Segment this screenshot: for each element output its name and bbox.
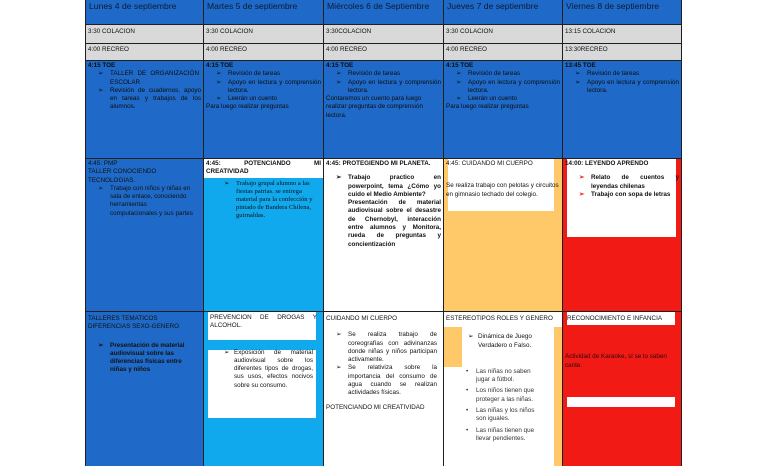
arrow-bullet-icon: ➢ [579,190,585,198]
arrow-bullet-icon: ➢ [98,86,104,94]
block-item: Trabajo con sopa de letras [591,190,671,198]
last-cell-monday [85,312,204,466]
last-cell-friday [563,312,682,466]
toe-item: Revisión de tareas [348,70,401,78]
recreo-cell: 4:00 RECREO [324,44,444,61]
arrow-bullet-icon: ➢ [336,331,342,339]
toe-cell-friday [563,61,682,159]
colacion-cell: 3:30 COLACION [444,25,563,44]
arrow-bullet-icon: ➢ [575,70,581,78]
colacion-cell: 3:30 COLACION [85,25,204,44]
toe-title: 4:15 TOE [88,62,116,69]
block-item: Presentación de material audiovisual sobre el desastre de Chernobyl, interacción entre alumnos y Monitora, rueda de preguntas y concientización [348,199,441,248]
arrow-bullet-icon: ➢ [98,70,104,78]
day-header-friday: Viernes 8 de septiembre [563,0,682,25]
block-item: Presentación de material audiovisual sobre las diferencias físicas entre niñas y niños [110,341,185,374]
block-title: 4:45: PMP [88,160,118,167]
arrow-bullet-icon: ➢ [456,95,462,103]
block445-cell-thursday [444,159,563,312]
toe-cell-wednesday [324,61,444,159]
dot-bullet-icon: • [466,387,469,395]
block-item: Dinámica de Juego Verdadero o Falso. [478,333,532,349]
arrow-bullet-icon: ➢ [336,70,342,78]
day-header-tuesday: Martes 5 de septiembre [204,0,324,25]
block445-cell-wednesday [324,159,444,312]
colacion-cell: 3:30COLACION [324,25,444,44]
block-title: PREVENCION DE DROGAS Y ALCOHOL. [210,314,317,330]
toe-after-text: Para luego realizar preguntas [446,103,529,111]
toe-cell-monday [85,61,204,159]
day-header-thursday: Jueves 7 de septiembre [444,0,563,25]
arrow-bullet-icon: ➢ [336,78,342,86]
toe-cell-tuesday [204,61,324,159]
toe-item: Revisión de tareas [468,70,521,78]
recreo-cell: 4:00 RECREO [85,44,204,61]
block-item: Se relativiza sobre la importancia del consumo de agua cuando se realizan actividades físicas. [348,364,437,397]
toe-title: 4:15 TOE [206,62,234,69]
toe-title: 13:45 TOE [565,62,596,69]
block-item: Trabajo grupal alumno a las fiestas patrias. se entrega material para la confección y pintado de Bandera Chilena, guirnaldas. [236,179,313,219]
block445-cell-tuesday [204,159,324,312]
dot-bullet-icon: • [466,367,469,375]
toe-cell-thursday [444,61,563,159]
colacion-cell: 13:15 COLACION [563,25,682,44]
block-title: 4:45: CUIDANDO MI CUERPO [446,160,533,167]
toe-title: 4:15 TOE [326,62,354,69]
arrow-bullet-icon: ➢ [224,348,230,356]
toe-after-text: Contaremos un cuento para luego realizar preguntas de comprensión lectora. [326,95,423,119]
dot-bullet-icon: • [466,407,469,415]
toe-item: Revisión de tareas [587,70,640,78]
last-cell-tuesday [204,312,324,466]
block-title: CUIDANDO MI CUERPO [326,315,398,322]
arrow-bullet-icon: ➢ [336,174,342,182]
day-header-monday: Lunes 4 de septiembre [85,0,204,25]
arrow-bullet-icon: ➢ [575,78,581,86]
block-item: Trabajo practico en powerpoint, tema ¿Cómo yo cuido el Medio Ambiente? [348,174,441,198]
toe-item: Apoyo en lectura y comprensión lectora. [468,78,560,94]
arrow-bullet-icon: ➢ [579,174,585,182]
list-item: Los niños tienen que proteger a las niñas. [476,387,535,403]
block-subtitle: TALLER CONOCIENDO TECNOLOGIAS. [88,168,157,184]
block-item: Exposición de material audiovisual sobre los diferentes tipos de drogas, sus usos, efectos nocivos sobre su consumo. [234,348,313,389]
block-title: 4:45: PROTEGIENDO MI PLANETA. [326,160,431,167]
toe-item: Apoyo en lectura y comprensión lectora. [348,78,441,94]
toe-title: 4:15 TOE [446,62,474,69]
arrow-bullet-icon: ➢ [216,78,222,86]
weekly-schedule-table [85,0,682,466]
arrow-bullet-icon: ➢ [468,333,474,341]
block445-cell-monday [85,159,204,312]
arrow-bullet-icon: ➢ [98,184,104,192]
block-title: 14:00: LEYENDO APRENDO [565,160,649,167]
arrow-bullet-icon: ➢ [216,70,222,78]
day-header-wednesday: Miércoles 6 de Septiembre [324,0,444,25]
list-item: Las niñas tienen que llevar pendientes. [476,426,535,442]
recreo-cell: 13:30RECREO [563,44,682,61]
recreo-cell: 4:00 RECREO [204,44,324,61]
toe-item: Leerán un cuento [468,95,518,103]
last-cell-wednesday [324,312,444,466]
block-title: RECONOCIMIENTO E INFANCIA [567,315,663,322]
block-after-text: POTENCIANDO MI CREATIVIDAD [326,403,425,411]
block-text: Se realiza trabajo con pelotas y circuitos en gimnasio techado del colegio. [446,182,559,198]
arrow-bullet-icon: ➢ [216,95,222,103]
toe-item: Leerán un cuento [228,95,278,103]
toe-item: TALLER DE ORGANIZACIÓN ESCOLAR [110,70,199,86]
block-text: Actividad de Karaoke, sí se lo saben cante. [565,353,667,369]
toe-item: Apoyo en lectura y comprensión lectora. [587,78,679,94]
dot-bullet-icon: • [466,426,469,434]
block-title: ESTEREOTIPOS ROLES Y GENERO [446,315,553,322]
arrow-bullet-icon: ➢ [98,341,104,349]
toe-item: Apoyo en lectura y comprensión lectora. [228,78,321,94]
toe-item: Revisión de tareas [228,70,281,78]
block-title: 4:45: POTENCIANDO MI CREATIVIDAD [206,160,321,176]
arrow-bullet-icon: ➢ [456,78,462,86]
block-item: Se realiza trabajo de coreografías con adivinanzas donde niñas y niños participan activamente. [348,331,437,364]
list-item: Las niñas y los niños son iguales. [476,407,535,423]
block445-cell-friday [563,159,682,312]
list-item: Las niñas no saben jugar a fútbol. [476,367,531,384]
block-item: Relato de cuentos y leyendas chilenas [591,174,679,190]
last-cell-thursday [444,312,563,466]
toe-after-text: Para luego realizar preguntas [206,103,289,111]
block-title: TALLERES TEMATICOS DIFERENCIAS SEXO-GENERO [88,315,179,331]
block-item: Trabajo con niños y niñas en sala de enlace, conociendo herramientas computacionales y sus partes [110,184,193,217]
arrow-bullet-icon: ➢ [336,364,342,372]
recreo-cell: 4:00 RECREO [444,44,563,61]
colacion-cell: 3:30 COLACION [204,25,324,44]
toe-item: Revisión de cuadernos, apoyo en tareas y trabajos de los alumnos. [110,86,201,111]
arrow-bullet-icon: ➢ [456,70,462,78]
arrow-bullet-icon: ➢ [224,179,230,187]
